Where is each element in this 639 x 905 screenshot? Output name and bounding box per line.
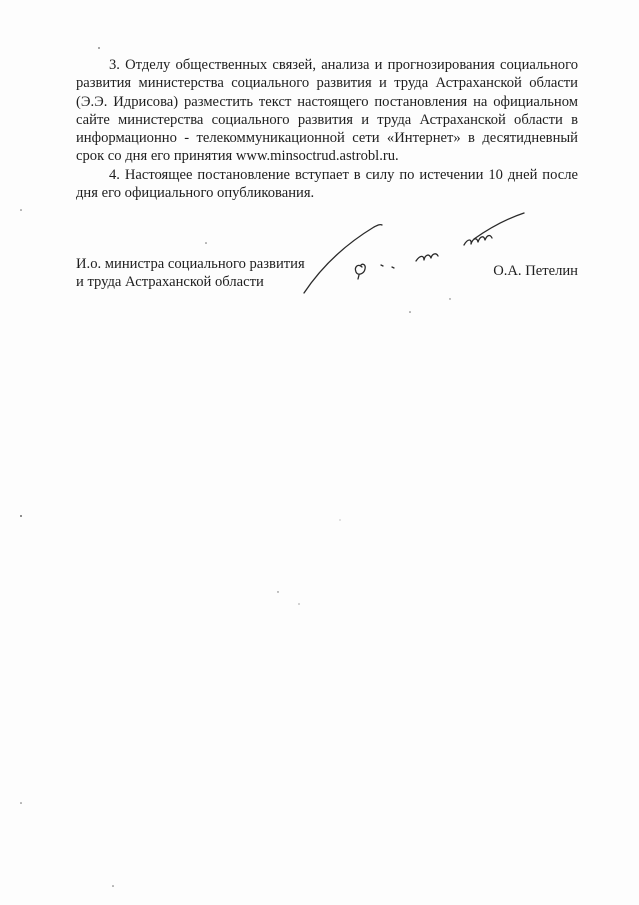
paragraph-3: 3. Отделу общественных связей, анализа и прогнозирования социального развития министерства социального развития и труда Астраханской области (Э.Э. Идрисова) разместить текст настоящего постановления на официальном сайте министерства социального развития и труда Астраханской области в информационно - телекоммуникационной сети «Интернет» в десятидневный срок со дня его принятия www.minsoctrud.astrobl.ru. xyxy=(76,57,578,165)
document-body xyxy=(76,56,578,202)
signatory-position-line2: и труда Астраханской области xyxy=(76,274,264,291)
paragraph-4: 4. Настоящее постановление вступает в силу по истечении 10 дней после дня его официального опубликования. xyxy=(76,166,578,202)
signatory-position-line1: И.о. министра социального развития xyxy=(76,256,305,272)
handwritten-signature xyxy=(296,205,536,305)
signatory-name: О.А. Петелин xyxy=(493,263,578,279)
